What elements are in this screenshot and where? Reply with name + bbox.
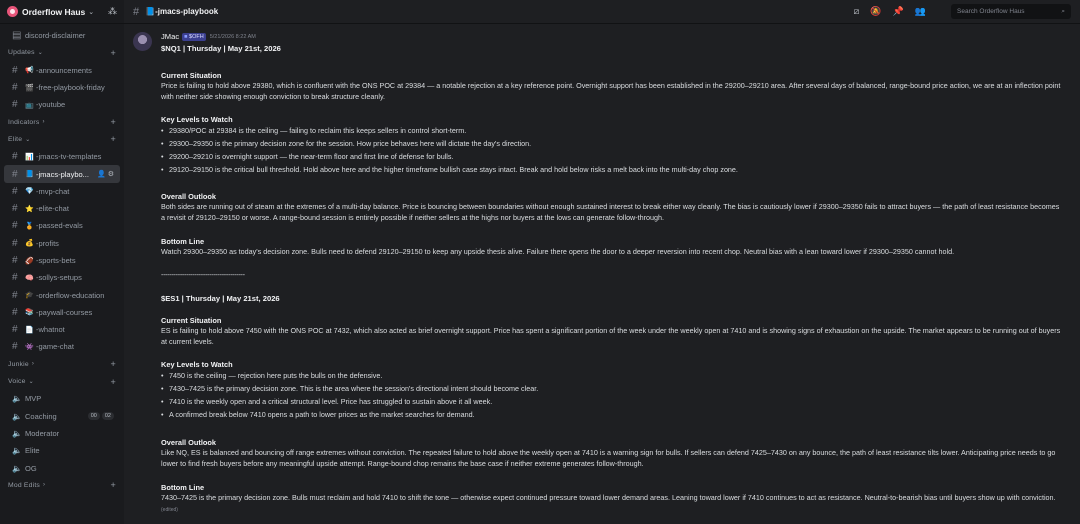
channel-emoji: ⭐ [25, 205, 34, 213]
avatar[interactable] [133, 32, 152, 51]
channel-label: -passed-evals [36, 221, 83, 231]
channel-emoji: 📺 [25, 101, 34, 109]
channel-label: -elite-chat [36, 204, 69, 214]
list-item: • A confirmed break below 7410 opens a path to lower prices as the market searches for demand. [161, 408, 1061, 421]
channel-label: -announcements [36, 65, 92, 75]
chevron-right-icon: › [43, 482, 46, 489]
category-voice[interactable] [0, 373, 124, 390]
channel-paywall-courses[interactable] [4, 304, 120, 321]
nq-title [161, 43, 1061, 53]
hash-icon: # [12, 168, 18, 180]
channel-jmacs-playbook[interactable] [4, 165, 120, 182]
hash-icon: # [12, 255, 18, 266]
paragraph: Both sides are running out of steam at the extremes of a multi-day balance. Price is bouncing between boundaries without enough sustained interest to break either way cleanly. The bias is cautiously lower if 29300–29350 fails to attract buyers — the path of least resistance becomes a revisit of 29120–29150 or worse. A range-bound session is entirely possible if neither sellers at the highs nor buyers at the lows can generate follow-through. [161, 202, 1060, 222]
message-list [124, 24, 1080, 524]
speaker-icon: 🔈 [12, 428, 22, 438]
es-current-situation [161, 316, 1061, 347]
section-title: $ES1 | Thursday | May 21st, 2026 [161, 294, 280, 303]
voice-channel-moderator[interactable] [4, 425, 120, 442]
server-name: Orderflow Haus [22, 6, 86, 17]
paragraph: Like NQ, ES is balanced and bouncing off range extremes without conviction. The repeated failure to hold above the weekly open at 7410 is a warning sign for bulls. If sellers can defend 7425–7430 on any bounce, the path of least resistance tilts lower. Anticipating price needs to go lower to find fresh buyers before any meaningful upside attempt. Range-bound chop remains the base case if neither extreme generates follow-through. [161, 448, 1056, 468]
channel-sports-bets[interactable] [4, 252, 120, 269]
channel-emoji: 🏈 [25, 257, 34, 265]
channel-emoji: 🎓 [25, 292, 34, 300]
list-item: • 7430–7425 is the primary decision zone. This is the area where the session's directional intent should become clear. [161, 382, 1061, 395]
channel-passed-evals[interactable] [4, 217, 120, 234]
list-item: • 29120–29150 is the critical bull threshold. Hold above here and the higher timeframe bullish case stays intact. Break and hold below risks a melt back into the multi-day chop zone. [161, 163, 1061, 176]
channel-label: -mvp-chat [36, 186, 70, 196]
voice-count-left: 00 [88, 412, 100, 420]
category-label: Voice [8, 378, 26, 386]
main-panel [124, 0, 1080, 524]
channel-label: -sports-bets [36, 256, 76, 265]
list-item: • 7450 is the ceiling — rejection here puts the bulls on the defensive. [161, 369, 1061, 382]
search-icon: ⌕ [1061, 7, 1065, 15]
channel-label: -game-chat [36, 342, 74, 352]
member-list-icon[interactable]: 👥 [914, 6, 926, 16]
add-channel-icon[interactable]: + [110, 117, 116, 128]
channel-emoji: 🏅 [25, 222, 34, 230]
server-logo-icon [7, 6, 18, 17]
timestamp: 5/21/2026 8:22 AM [209, 33, 256, 40]
voice-count-right: 02 [102, 412, 114, 420]
es-title [161, 293, 1061, 303]
hash-icon: # [12, 289, 18, 301]
chevron-right-icon: › [42, 119, 45, 126]
list-item: • 7410 is the weekly open and a critical structural level. Price has struggled to sustain above it all week. [161, 395, 1061, 408]
channel-header [124, 0, 1080, 24]
channel-label: -youtube [36, 100, 66, 110]
channel-emoji: 💎 [25, 188, 34, 196]
paragraph-text: 7430–7425 is the primary decision zone. Bulls must reclaim and hold 7410 to shift the tone — otherwise expect continued pressure toward lower demand areas. Leaning toward lower if 7410 continues to act as resistance. Neutral-to-bearish bias until buyers show up with conviction. [161, 493, 1056, 502]
message [161, 31, 1061, 513]
voice-channel-coaching[interactable] [4, 408, 120, 425]
list-item: • 29200–29210 is overnight support — the near-term floor and first line of defense for bulls. [161, 150, 1061, 163]
channel-label: -sollys-setups [36, 273, 82, 283]
channel-title: 📘-jmacs-playbook [145, 7, 219, 16]
channel-label: OG [25, 463, 37, 473]
list-item: • 29380/POC at 29384 is the ceiling — failing to reclaim this keeps sellers in control short-term. [161, 124, 1061, 137]
channel-label: -whatnot [36, 325, 65, 335]
category-elite[interactable] [0, 131, 124, 148]
category-label: Mod Edits [8, 481, 41, 489]
channel-sidebar [0, 0, 124, 524]
paragraph: Price is failing to hold above 29380, which is confluent with the ONS POC at 29384 — a notable rejection at a key reference point. Overnight support has been established in the 29200–29210 area. After several days of balanced, range-bound price action, we are at an inflection point with neither side showing enough conviction to break structure cleanly. [161, 81, 1061, 101]
divider-text: ---------------------------------------- [161, 270, 245, 279]
channel-emoji: 📢 [25, 67, 34, 75]
chevron-down-icon: ⌄ [25, 136, 31, 143]
channel-jmacs-tv-templates[interactable] [4, 148, 120, 165]
channel-discord-disclaimer[interactable] [4, 27, 120, 44]
search-placeholder: Search Orderflow Haus [957, 8, 1025, 15]
channel-list [0, 24, 124, 494]
list-item: • 29300–29350 is the primary decision zone for the session. How price behaves here will dictate the day's direction. [161, 137, 1061, 150]
chevron-down-icon: ⌄ [28, 379, 34, 386]
edited-marker: (edited) [161, 507, 178, 513]
chevron-down-icon: ⌄ [37, 50, 43, 57]
es-key-levels [161, 360, 1061, 421]
hash-icon: # [12, 151, 18, 163]
hash-icon: # [12, 82, 18, 94]
speaker-icon: 🔈 [12, 446, 22, 456]
section-heading: Key Levels to Watch [161, 115, 233, 124]
channel-label: -profits [36, 238, 59, 248]
channel-label: Coaching [25, 411, 57, 421]
header-toolbar [854, 4, 1071, 19]
paragraph [161, 492, 1061, 516]
section-title: $NQ1 | Thursday | May 21st, 2026 [161, 44, 281, 53]
channel-whatnot[interactable] [4, 321, 120, 338]
channel-game-chat[interactable] [4, 338, 120, 355]
category-indicators[interactable] [0, 113, 124, 130]
server-tag-badge[interactable]: ■ $OFH [182, 33, 206, 41]
channel-label: -paywall-courses [36, 307, 93, 317]
section-heading: Current Situation [161, 316, 222, 325]
paragraph: Watch 29300–29350 as today's decision zone. Bulls need to defend 29120–29150 to keep any upside thesis alive. Failure there opens the door to a deeper reversion into recent chop. Neutral bias with a lean toward lower if 29300–29350 cannot hold. [161, 247, 955, 256]
gear-icon[interactable]: ⚙ [107, 171, 114, 179]
hash-icon: # [12, 306, 18, 318]
channel-label: -orderflow-education [36, 290, 105, 300]
channel-elite-chat[interactable] [4, 200, 120, 217]
search-input[interactable] [951, 4, 1071, 19]
nq-current-situation [161, 71, 1061, 102]
add-channel-icon[interactable]: + [110, 376, 116, 387]
rules-icon: ▤ [12, 30, 22, 42]
channel-announcements[interactable] [4, 62, 120, 79]
voice-channel-og[interactable] [4, 459, 120, 476]
channel-youtube[interactable] [4, 96, 120, 113]
hash-icon: # [12, 64, 18, 76]
hash-icon: # [12, 341, 18, 353]
channel-free-playbook-friday[interactable] [4, 79, 120, 96]
pin-icon[interactable]: 📌 [892, 6, 904, 16]
chevron-right-icon: › [31, 361, 35, 368]
channel-emoji: 📄 [25, 326, 34, 334]
hash-icon: # [12, 185, 18, 197]
category-label: Updates [8, 49, 35, 57]
paragraph: ES is failing to hold above 7450 with the ONS POC at 7432, which also acted as brief overnight support. Price has spent a significant portion of the week under the weekly open at 7410 and is showing signs of exhaustion on the upside. The market appears to be running out of buyers at current levels. [161, 326, 1061, 346]
channel-profits[interactable] [4, 235, 120, 252]
section-heading: Current Situation [161, 71, 222, 80]
section-heading: Bottom Line [161, 483, 205, 492]
channel-label: discord-disclaimer [25, 31, 86, 41]
channel-label: -free-playbook-friday [36, 83, 105, 93]
speaker-icon: 🔈 [12, 463, 22, 473]
hash-icon: # [12, 237, 18, 249]
members-icon[interactable]: ⁂ [108, 6, 117, 16]
channel-label: -jmacs-tv-templates [36, 152, 102, 162]
channel-emoji: 🧠 [25, 274, 34, 282]
channel-emoji: 👾 [25, 343, 34, 351]
speaker-icon: 🔈 [12, 411, 22, 421]
channel-emoji: 🎬 [25, 84, 34, 92]
category-mod-edits[interactable] [0, 477, 124, 494]
section-heading: Overall Outlook [161, 192, 217, 201]
voice-user-count [88, 412, 114, 420]
nq-bottom-line [161, 237, 1061, 257]
channel-emoji: 📘 [25, 171, 34, 179]
nq-overall-outlook [161, 192, 1061, 223]
add-channel-icon[interactable]: + [110, 359, 116, 370]
channel-emoji: 📚 [25, 309, 34, 317]
mute-bell-icon[interactable]: 🔕 [870, 6, 882, 16]
category-label: Elite [8, 135, 23, 143]
channel-orderflow-education[interactable] [4, 286, 120, 303]
nq-key-levels [161, 115, 1061, 176]
add-channel-icon[interactable]: + [110, 480, 116, 491]
channel-label: -jmacs-playbo... [36, 169, 89, 179]
channel-label: Moderator [25, 428, 60, 438]
server-header[interactable] [0, 0, 124, 24]
hash-icon: # [12, 220, 18, 232]
channel-emoji: 📊 [25, 153, 34, 161]
hash-icon: # [12, 203, 18, 215]
speaker-icon: 🔈 [12, 394, 22, 404]
hash-icon: # [12, 99, 18, 111]
section-heading: Key Levels to Watch [161, 360, 233, 369]
category-label: Indicators [8, 118, 40, 126]
es-bottom-line [161, 483, 1061, 516]
channel-label: MVP [25, 394, 42, 404]
add-channel-icon[interactable]: + [110, 47, 116, 58]
voice-channel-elite[interactable] [4, 442, 120, 459]
section-heading: Bottom Line [161, 237, 205, 246]
hash-icon: # [12, 324, 18, 336]
hash-icon: # [133, 5, 140, 18]
channel-sollys-setups[interactable] [4, 269, 120, 286]
section-divider [161, 270, 1061, 279]
category-label: Junkie [8, 360, 29, 368]
add-channel-icon[interactable]: + [110, 134, 116, 145]
category-junkie[interactable] [0, 356, 124, 373]
chevron-down-icon: ⌄ [88, 8, 95, 16]
author-name[interactable]: JMac [161, 32, 180, 41]
voice-channel-mvp[interactable] [4, 390, 120, 407]
channel-label: Elite [25, 446, 40, 456]
hash-icon: # [12, 272, 18, 284]
channel-emoji: 💰 [25, 240, 34, 248]
message-header [161, 31, 1061, 42]
channel-mvp-chat[interactable] [4, 183, 120, 200]
section-heading: Overall Outlook [161, 438, 217, 447]
es-overall-outlook [161, 438, 1061, 469]
invite-icon[interactable]: 👤 [97, 171, 106, 179]
threads-icon[interactable]: ⧄ [853, 6, 860, 16]
category-updates[interactable] [0, 44, 124, 61]
